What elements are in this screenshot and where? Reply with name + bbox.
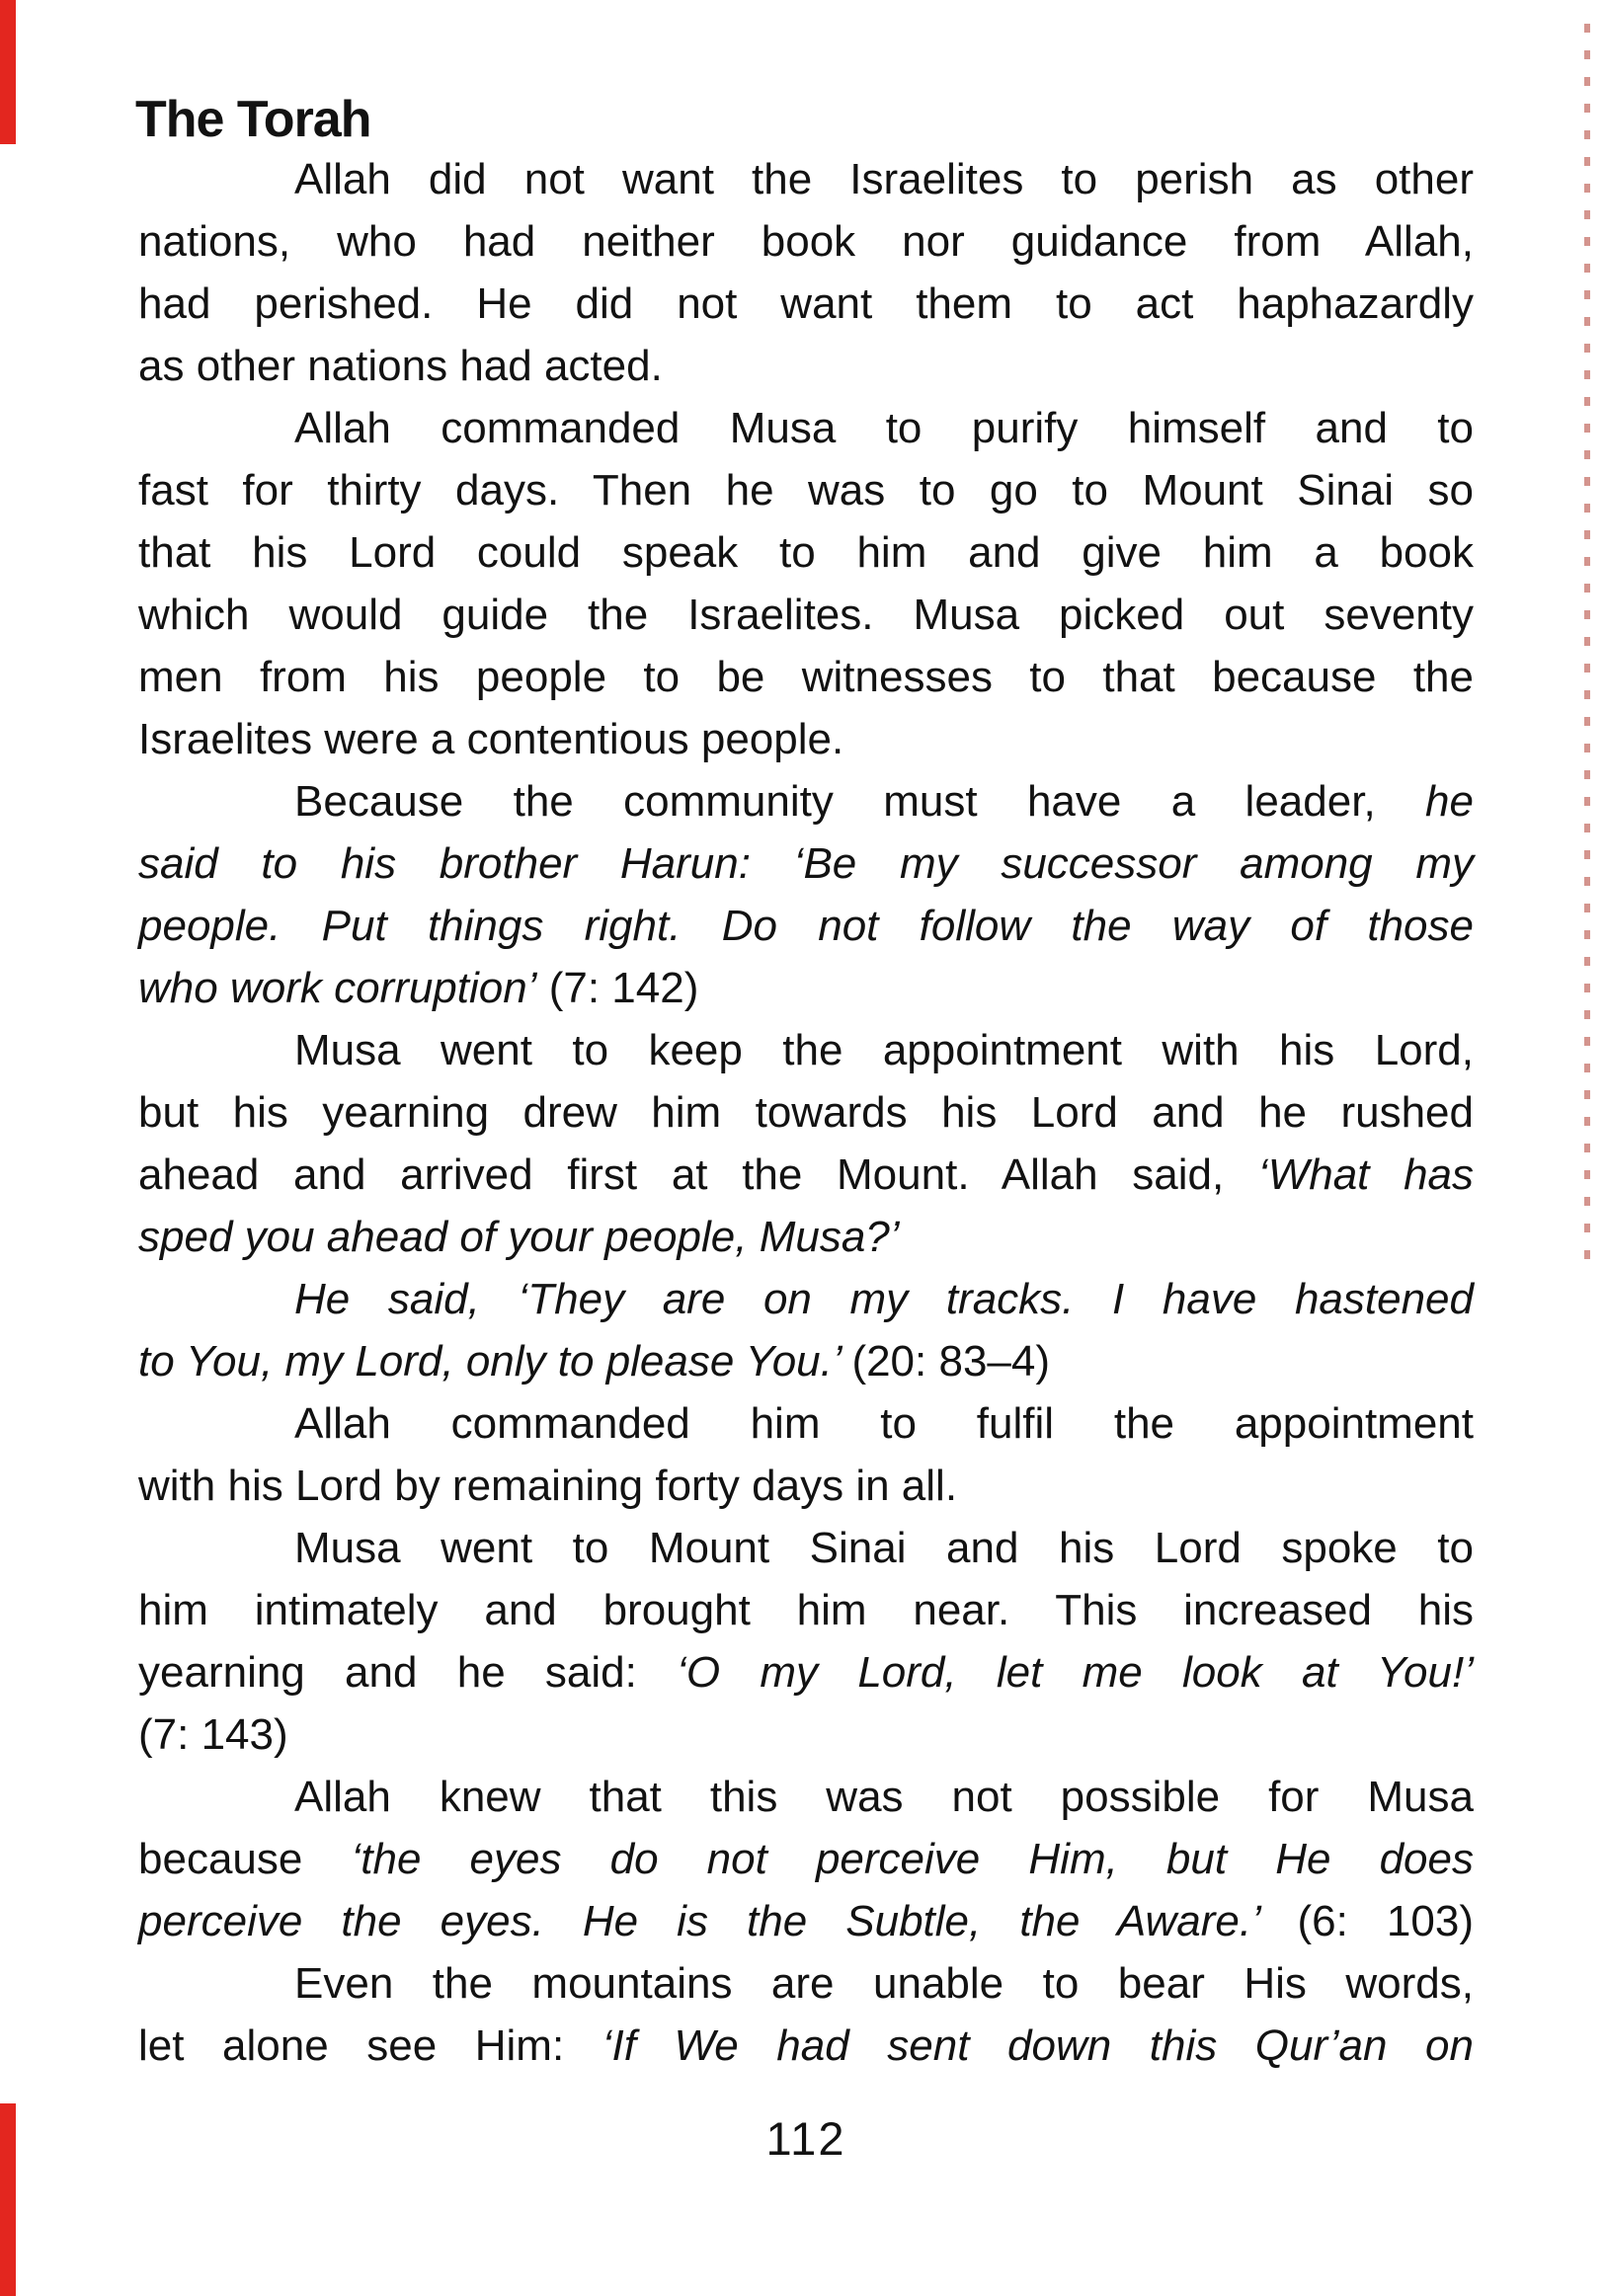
text-run: nations, who had neither book nor guidance from Allah, — [138, 217, 1474, 266]
text-line — [138, 1019, 1474, 1081]
body-text — [138, 148, 1474, 2077]
text-line — [138, 273, 1474, 335]
text-line — [138, 210, 1474, 273]
text-run: yearning and he said: — [138, 1648, 678, 1697]
text-line — [138, 397, 1474, 459]
quote-run: He said, ‘They are on my tracks. I have hastened — [294, 1275, 1474, 1323]
scan-mark-bottom-left-bar — [0, 2103, 16, 2296]
text-line — [138, 2015, 1474, 2077]
text-line — [138, 895, 1474, 957]
quote-run: ‘O my Lord, let me look at You!’ — [677, 1648, 1474, 1697]
text-line — [138, 584, 1474, 646]
text-line — [138, 832, 1474, 895]
quote-run: perceive the eyes. He is the Subtle, the Aware.’ — [138, 1897, 1298, 1945]
text-run: ahead and arrived first at the Mount. Allah said, — [138, 1150, 1258, 1199]
text-line — [138, 1579, 1474, 1641]
text-run: that his Lord could speak to him and give him a book — [138, 528, 1474, 577]
text-line — [138, 1144, 1474, 1206]
text-run: Allah did not want the Israelites to perish as other — [294, 155, 1474, 203]
text-line — [138, 1206, 1474, 1268]
text-line — [138, 1268, 1474, 1330]
text-run: Musa went to keep the appointment with his Lord, — [294, 1026, 1474, 1074]
text-run: as other nations had acted. — [138, 342, 663, 390]
text-line — [138, 1890, 1474, 1952]
quote-run: sped you ahead of your people, Musa?’ — [138, 1213, 900, 1261]
text-line — [138, 957, 1474, 1019]
text-line — [138, 1952, 1474, 2015]
text-run: Allah commanded him to fulfil the appointment — [294, 1399, 1474, 1448]
text-run: because — [138, 1835, 352, 1883]
quote-run: who work corruption’ — [138, 964, 537, 1012]
text-line — [138, 1081, 1474, 1144]
page-title: The Torah — [135, 90, 371, 148]
quote-run: people. Put things right. Do not follow the way of those — [138, 902, 1474, 950]
text-line — [138, 148, 1474, 210]
text-run: Allah knew that this was not possible for Musa — [294, 1773, 1474, 1821]
text-line — [138, 335, 1474, 397]
text-line — [138, 521, 1474, 584]
text-run: (6: 103) — [1297, 1897, 1474, 1945]
text-line — [138, 1455, 1474, 1517]
quote-run: said to his brother Harun: ‘Be my successor among my — [138, 839, 1474, 888]
scan-mark-top-left-bar — [0, 0, 16, 144]
text-run: (20: 83–4) — [851, 1337, 1051, 1386]
text-line — [138, 1392, 1474, 1455]
text-line — [138, 646, 1474, 708]
text-run: which would guide the Israelites. Musa picked out seventy — [138, 591, 1474, 639]
text-run: (7: 142) — [536, 964, 699, 1012]
text-line — [138, 1330, 1474, 1392]
text-run: Even the mountains are unable to bear His words, — [294, 1959, 1474, 2008]
quote-run: to You, my Lord, only to please You.’ — [138, 1337, 852, 1386]
text-run: had perished. He did not want them to act haphazardly — [138, 279, 1474, 328]
text-run: with his Lord by remaining forty days in all. — [138, 1462, 958, 1510]
scan-mark-right-dashed-line — [1584, 24, 1590, 1264]
quote-run: ‘What has — [1257, 1150, 1475, 1199]
text-line — [138, 459, 1474, 521]
text-line — [138, 1703, 1474, 1766]
quote-run: ‘If We had sent down this Qur’an on — [602, 2021, 1474, 2070]
text-run: Allah commanded Musa to purify himself and to — [294, 404, 1474, 452]
text-line — [138, 1766, 1474, 1828]
text-line — [138, 1641, 1474, 1703]
text-run: fast for thirty days. Then he was to go to Mount Sinai so — [138, 466, 1474, 515]
text-run: let alone see Him: — [138, 2021, 602, 2070]
text-run: men from his people to be witnesses to that because the — [138, 653, 1474, 701]
text-run: (7: 143) — [138, 1710, 288, 1759]
text-run: Because the community must have a leader, — [294, 777, 1426, 826]
text-run: Israelites were a contentious people. — [138, 715, 844, 763]
quote-run: he — [1425, 777, 1474, 826]
text-line — [138, 1828, 1474, 1890]
text-line — [138, 708, 1474, 770]
text-line — [138, 1517, 1474, 1579]
text-line — [138, 770, 1474, 832]
quote-run: ‘the eyes do not perceive Him, but He does — [351, 1835, 1475, 1883]
text-run: Musa went to Mount Sinai and his Lord spoke to — [294, 1524, 1474, 1572]
page-number: 112 — [765, 2112, 846, 2165]
text-run: but his yearning drew him towards his Lord and he rushed — [138, 1088, 1474, 1137]
text-run: him intimately and brought him near. This increased his — [138, 1586, 1474, 1634]
